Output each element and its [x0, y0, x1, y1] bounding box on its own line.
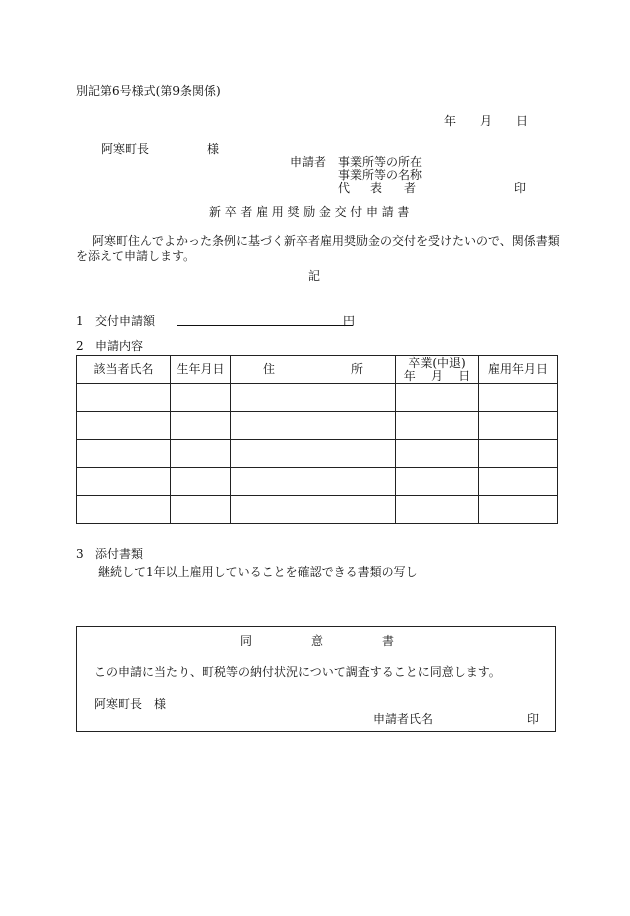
cell-graduation[interactable] [396, 468, 479, 496]
table-row [77, 412, 558, 440]
header-grad-year: 年 [403, 368, 416, 383]
cell-name[interactable] [77, 496, 171, 524]
item1-label: 交付申請額 [95, 314, 156, 328]
addressee-name: 阿寒町長 [101, 142, 150, 156]
cell-birth[interactable] [171, 440, 231, 468]
cell-address[interactable] [231, 412, 396, 440]
cell-birth[interactable] [171, 468, 231, 496]
header-hire-date: 雇用年月日 [479, 356, 558, 384]
table-row [77, 384, 558, 412]
cell-hire-date[interactable] [479, 384, 558, 412]
cell-address[interactable] [231, 468, 396, 496]
table-row [77, 496, 558, 524]
item1-unit: 円 [343, 314, 356, 328]
cell-graduation[interactable] [396, 412, 479, 440]
application-table [76, 355, 558, 524]
date-month: 月 [480, 114, 493, 128]
applicant-address-label: 事業所等の所在 [338, 155, 423, 169]
cell-hire-date[interactable] [479, 440, 558, 468]
cell-birth[interactable] [171, 496, 231, 524]
consent-text: この申請に当たり、町税等の納付状況について調査することに同意します。 [94, 665, 501, 679]
item3-text: 継続して1年以上雇用していることを確認できる書類の写し [98, 565, 418, 579]
cell-graduation[interactable] [396, 440, 479, 468]
item3-number: 3 [76, 547, 84, 561]
applicant-rep-char-2: 表 [370, 181, 383, 195]
applicant-rep-char-3: 者 [404, 181, 417, 195]
header-address-char-2: 所 [350, 362, 363, 376]
header-graduation-line2 [396, 370, 478, 383]
form-id: 別記第6号様式(第9条関係) [76, 84, 221, 98]
cell-address[interactable] [231, 384, 396, 412]
cell-name[interactable] [77, 384, 171, 412]
consent-seal: 印 [527, 712, 540, 726]
ki-heading: 記 [308, 269, 321, 283]
cell-hire-date[interactable] [479, 412, 558, 440]
cell-name[interactable] [77, 468, 171, 496]
header-address-char-1: 住 [263, 362, 276, 376]
table-header-row [77, 356, 558, 384]
consent-title-char-1: 同 [240, 634, 253, 648]
cell-birth[interactable] [171, 384, 231, 412]
table-row [77, 468, 558, 496]
addressee-honorific: 様 [207, 142, 220, 156]
consent-honorific: 様 [154, 697, 167, 711]
cell-address[interactable] [231, 440, 396, 468]
cell-name[interactable] [77, 440, 171, 468]
header-grad-month: 月 [430, 368, 443, 383]
cell-birth[interactable] [171, 412, 231, 440]
table-row [77, 440, 558, 468]
header-graduation-line1: 卒業(中退) [408, 355, 466, 370]
document-title: 新卒者雇用奨励金交付申請書 [209, 205, 414, 219]
header-grad-day: 日 [458, 368, 471, 383]
header-address [231, 356, 396, 384]
cell-address[interactable] [231, 496, 396, 524]
body-text-line-1: 阿寒町住んでよかった条例に基づく新卒者雇用奨励金の交付を受けたいので、関係書類 [92, 234, 560, 248]
item2-label: 申請内容 [95, 339, 144, 353]
applicant-seal: 印 [514, 181, 527, 195]
header-graduation [396, 356, 479, 384]
consent-title-char-3: 書 [382, 634, 395, 648]
consent-signer-label: 申請者氏名 [373, 712, 434, 726]
header-birth: 生年月日 [171, 356, 231, 384]
amount-input-line[interactable] [177, 325, 353, 326]
date-year: 年 [444, 114, 457, 128]
header-name: 該当者氏名 [77, 356, 171, 384]
item1-number: 1 [76, 314, 84, 328]
applicant-name-label: 事業所等の名称 [338, 168, 423, 182]
applicant-rep-char-1: 代 [338, 181, 351, 195]
cell-hire-date[interactable] [479, 468, 558, 496]
date-day: 日 [516, 114, 529, 128]
cell-hire-date[interactable] [479, 496, 558, 524]
applicant-role-label: 申請者 [290, 155, 327, 169]
body-text-line-2: を添えて申請します。 [76, 249, 196, 263]
item3-label: 添付書類 [95, 547, 144, 561]
cell-graduation[interactable] [396, 384, 479, 412]
cell-graduation[interactable] [396, 496, 479, 524]
item2-number: 2 [76, 339, 84, 353]
consent-title-char-2: 意 [311, 634, 324, 648]
cell-name[interactable] [77, 412, 171, 440]
consent-addressee: 阿寒町長 [94, 697, 143, 711]
